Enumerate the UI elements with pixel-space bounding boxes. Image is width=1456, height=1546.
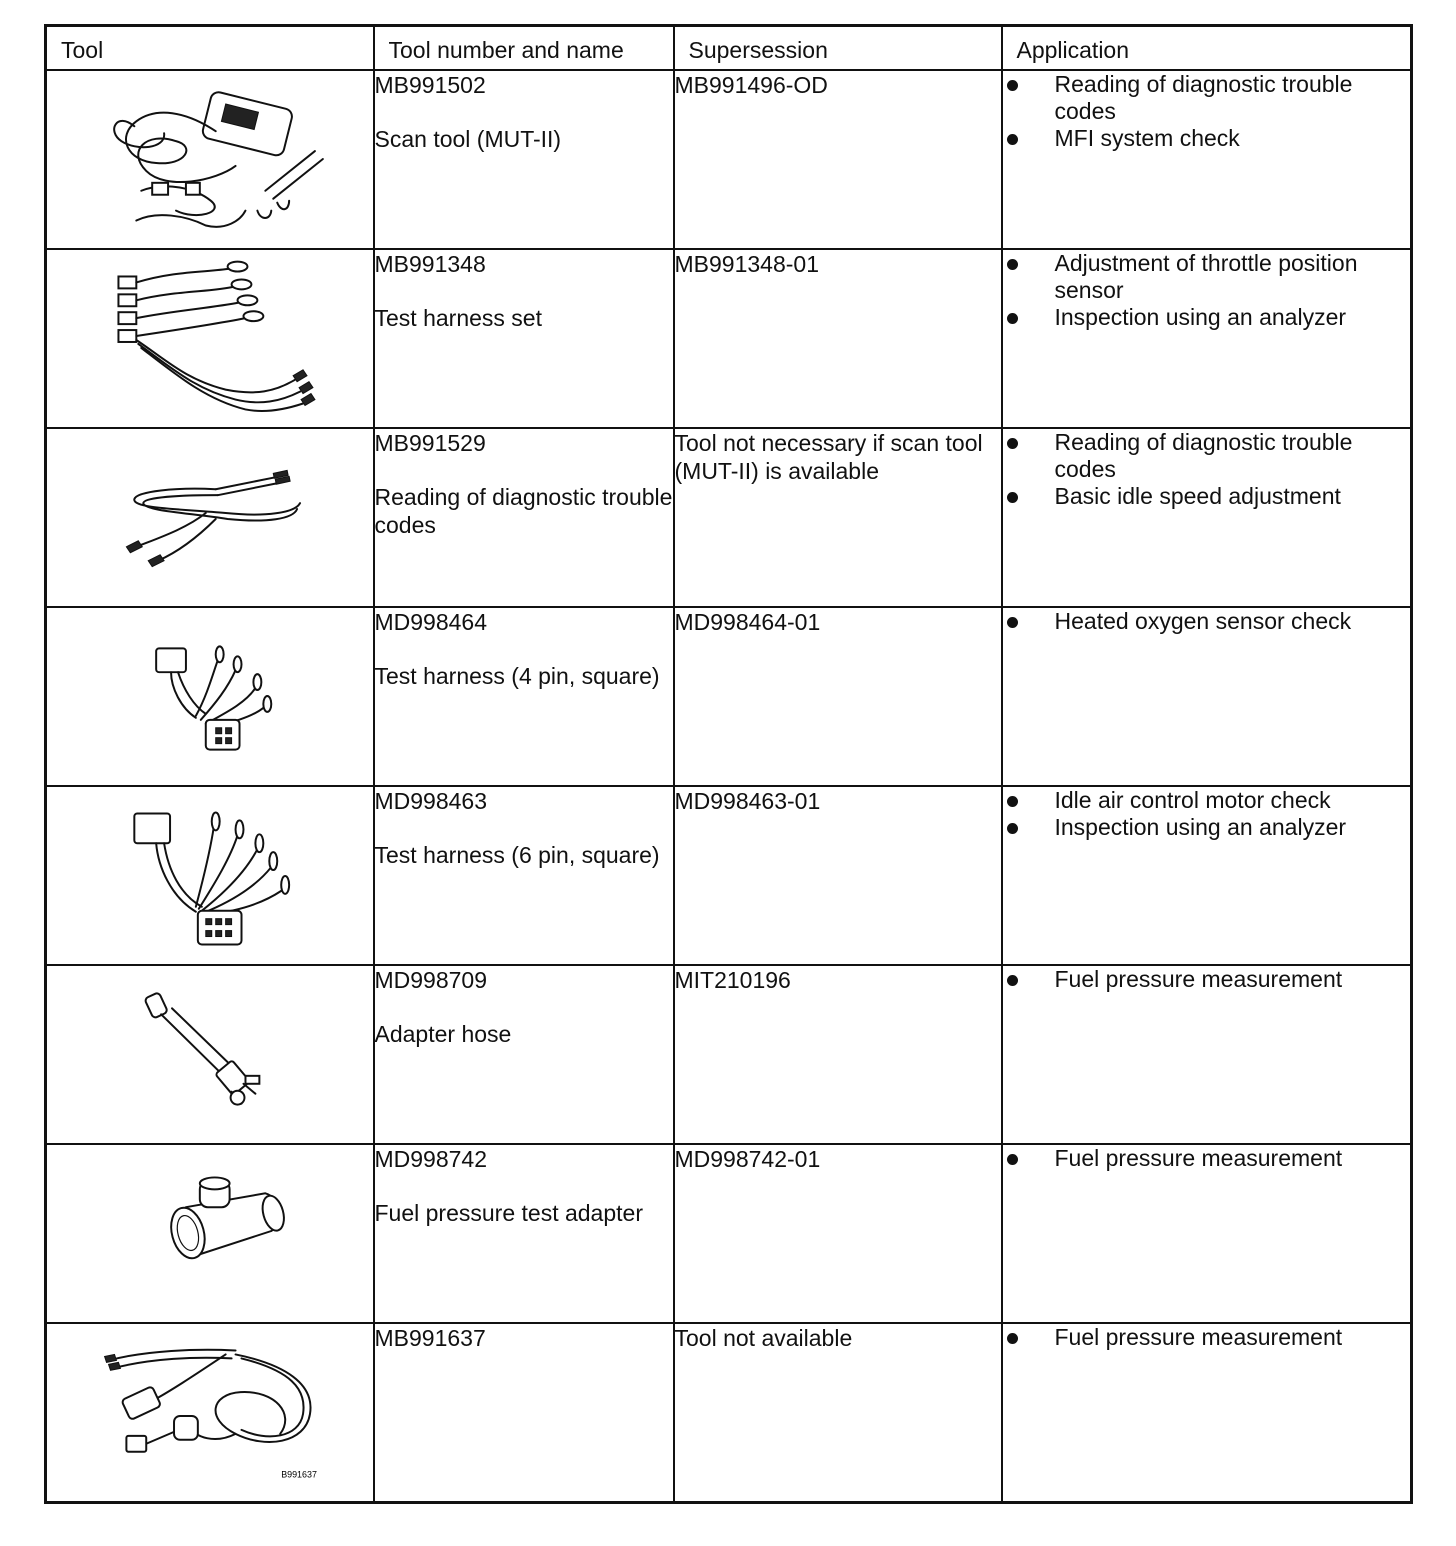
application-item — [1003, 429, 1411, 483]
tool-number: MB991502 — [374, 71, 486, 98]
tool-name: Fuel pressure test adapter — [374, 1199, 643, 1226]
tool-number-and-name-cell — [374, 70, 674, 249]
header-supersession: Supersession — [674, 26, 1002, 70]
application-text: Fuel pressure measurement — [1054, 1144, 1343, 1171]
application-text: Reading of diagnostic trouble codes — [1054, 428, 1353, 482]
bullet-icon — [1007, 617, 1018, 628]
supersession-cell: MIT210196 — [674, 965, 1002, 1144]
supersession-cell: MB991348-01 — [674, 249, 1002, 428]
scan-tool-mut-ii-illustration — [46, 70, 374, 249]
table-row — [46, 607, 1412, 786]
table-row — [46, 1323, 1412, 1503]
tool-number: MD998742 — [374, 1145, 488, 1172]
application-cell — [1002, 607, 1412, 786]
tool-number: MD998463 — [374, 787, 488, 814]
application-cell — [1002, 428, 1412, 607]
fuel-pressure-test-adapter-illustration — [46, 1144, 374, 1323]
adapter-hose-illustration — [46, 965, 374, 1144]
tool-number: MD998464 — [374, 608, 488, 635]
supersession-cell: MB991496-OD — [674, 70, 1002, 249]
bullet-icon — [1007, 796, 1018, 807]
tool-name: Test harness set — [374, 304, 542, 331]
tool-number-and-name-cell — [374, 1323, 674, 1503]
application-text: MFI system check — [1054, 124, 1240, 151]
supersession-cell: Tool not necessary if scan tool (MUT-II) is available — [674, 428, 1002, 607]
application-text: Heated oxygen sensor check — [1054, 607, 1352, 634]
tool-number-and-name-cell — [374, 249, 674, 428]
application-text: Idle air control motor check — [1054, 786, 1331, 813]
bullet-icon — [1007, 313, 1018, 324]
application-item — [1003, 1324, 1411, 1351]
application-cell — [1002, 965, 1412, 1144]
bullet-icon — [1007, 492, 1018, 503]
tool-number: MB991348 — [374, 250, 486, 277]
application-item — [1003, 125, 1411, 152]
bullet-icon — [1007, 134, 1018, 145]
table-row — [46, 786, 1412, 965]
supersession-cell: MD998464-01 — [674, 607, 1002, 786]
tool-number-and-name-cell — [374, 965, 674, 1144]
bullet-icon — [1007, 259, 1018, 270]
diagnostic-cable-illustration — [46, 428, 374, 607]
application-cell — [1002, 786, 1412, 965]
application-item — [1003, 608, 1411, 635]
header-tool: Tool — [46, 26, 374, 70]
header-tool-number-and-name: Tool number and name — [374, 26, 674, 70]
application-item — [1003, 787, 1411, 814]
table-row — [46, 965, 1412, 1144]
application-text: Basic idle speed adjustment — [1054, 482, 1341, 509]
test-harness-6-pin-illustration — [46, 786, 374, 965]
tool-name: Test harness (4 pin, square) — [374, 662, 660, 689]
tool-name: Adapter hose — [374, 1020, 512, 1047]
application-item — [1003, 483, 1411, 510]
tool-number-and-name-cell — [374, 607, 674, 786]
test-harness-set-illustration — [46, 249, 374, 428]
supersession-cell: Tool not available — [674, 1323, 1002, 1503]
application-text: Inspection using an analyzer — [1054, 813, 1347, 840]
application-item — [1003, 814, 1411, 841]
application-text: Fuel pressure measurement — [1054, 1323, 1343, 1350]
tool-name: Test harness (6 pin, square) — [374, 841, 660, 868]
application-cell — [1002, 1144, 1412, 1323]
application-item — [1003, 1145, 1411, 1172]
tool-number-and-name-cell — [374, 786, 674, 965]
tool-number: MB991529 — [374, 429, 486, 456]
table-row — [46, 249, 1412, 428]
application-item — [1003, 966, 1411, 993]
application-item — [1003, 304, 1411, 331]
tool-number: MD998709 — [374, 966, 488, 993]
bullet-icon — [1007, 438, 1018, 449]
tool-number: MB991637 — [374, 1324, 486, 1351]
application-cell — [1002, 1323, 1412, 1503]
tool-name: Scan tool (MUT-II) — [374, 125, 562, 152]
supersession-cell: MD998463-01 — [674, 786, 1002, 965]
bullet-icon — [1007, 1154, 1018, 1165]
fuel-pressure-gauge-illustration — [46, 1323, 374, 1503]
test-harness-4-pin-illustration — [46, 607, 374, 786]
application-text: Fuel pressure measurement — [1054, 965, 1343, 992]
tool-name: Reading of diagnostic trouble codes — [374, 483, 673, 538]
bullet-icon — [1007, 80, 1018, 91]
application-item — [1003, 250, 1411, 304]
supersession-cell: MD998742-01 — [674, 1144, 1002, 1323]
table-row — [46, 1144, 1412, 1323]
header-application: Application — [1002, 26, 1412, 70]
application-item — [1003, 71, 1411, 125]
table-header-row — [46, 26, 1412, 70]
application-cell — [1002, 70, 1412, 249]
bullet-icon — [1007, 975, 1018, 986]
tool-number-and-name-cell — [374, 428, 674, 607]
application-text: Inspection using an analyzer — [1054, 303, 1347, 330]
bullet-icon — [1007, 1333, 1018, 1344]
application-text: Reading of diagnostic trouble codes — [1054, 70, 1353, 124]
application-text: Adjustment of throttle position sensor — [1054, 249, 1358, 303]
bullet-icon — [1007, 823, 1018, 834]
application-cell — [1002, 249, 1412, 428]
illustration-label: B991637 — [281, 1469, 317, 1480]
table-row — [46, 428, 1412, 607]
special-tools-table — [44, 24, 1413, 1504]
table-row — [46, 70, 1412, 249]
tool-number-and-name-cell — [374, 1144, 674, 1323]
